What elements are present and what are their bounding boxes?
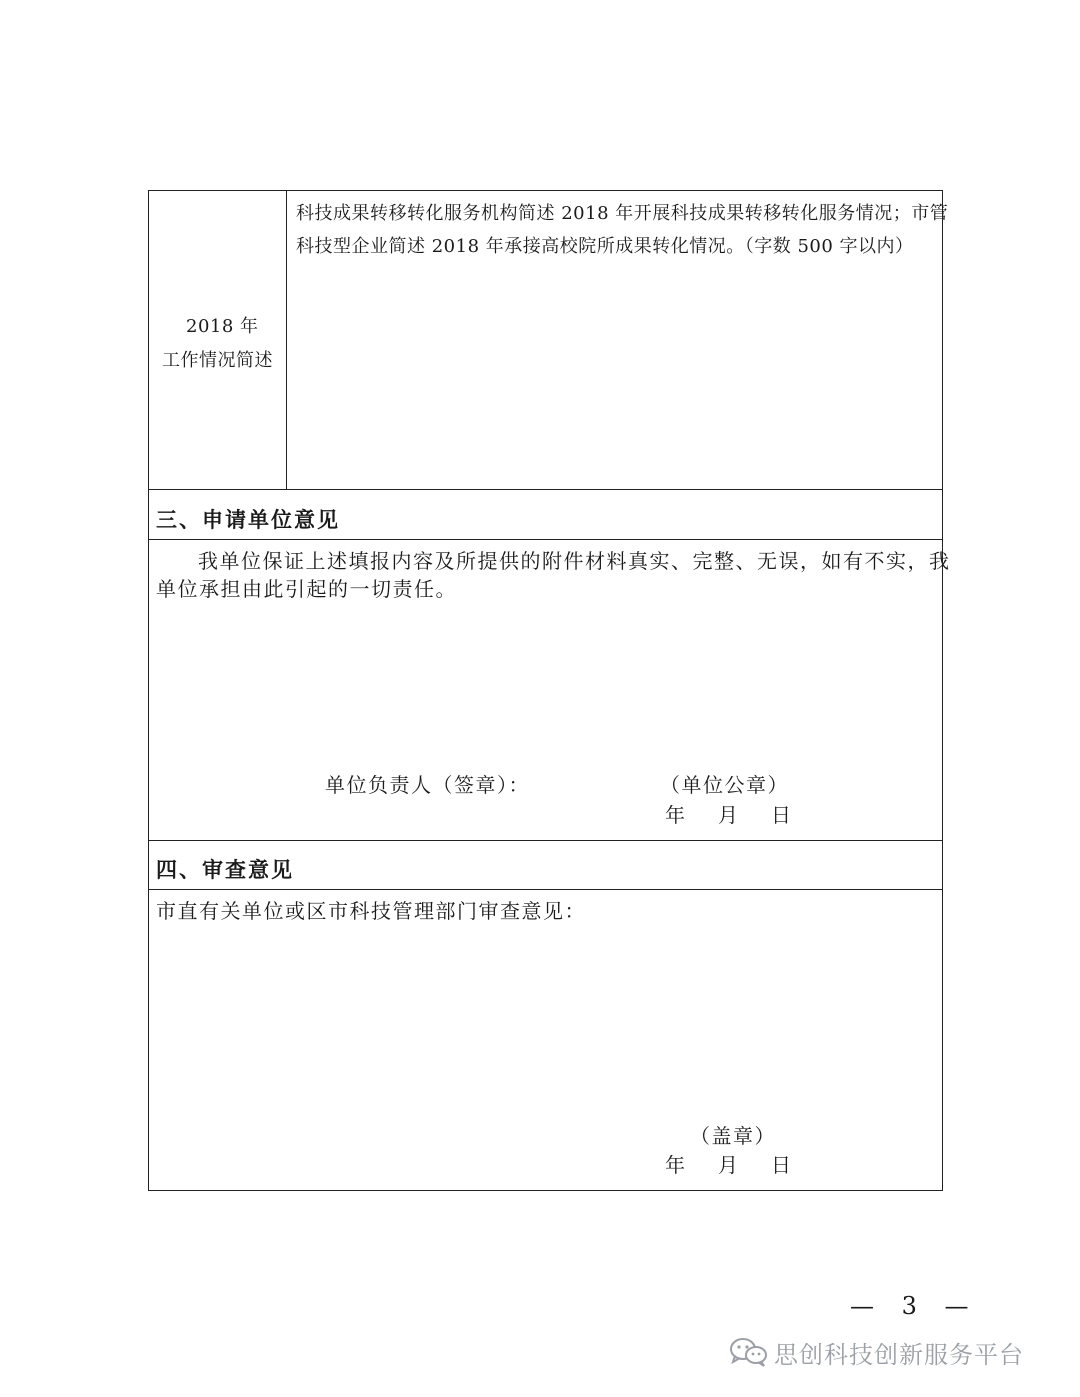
column-divider (286, 190, 287, 490)
review-input-area[interactable] (152, 925, 938, 1115)
date-year: 年 (665, 803, 687, 827)
row-divider (148, 889, 943, 890)
seal-label: （盖章） (690, 1124, 776, 1148)
work-summary-input-area[interactable] (290, 262, 938, 486)
section4-heading: 四、审查意见 (156, 858, 294, 882)
section3-heading: 三、申请单位意见 (156, 508, 340, 532)
work-summary-instruction: 科技成果转移转化服务机构简述 2018 年开展科技成果转移转化服务情况；市管 (296, 203, 949, 224)
work-summary-year-label: 2018 年 (186, 316, 259, 337)
date-month: 月 (718, 803, 740, 827)
section3-statement: 单位承担由此引起的一切责任。 (156, 577, 457, 601)
signatory-label: 单位负责人（签章）： (325, 773, 530, 797)
row-divider (148, 539, 943, 540)
date-day: 日 (771, 1153, 793, 1177)
page-number: — 3 — (850, 1292, 979, 1320)
watermark-text: 思创科技创新服务平台 (774, 1340, 1024, 1369)
row-divider (148, 840, 943, 841)
date-month: 月 (718, 1153, 740, 1177)
work-summary-title-label: 工作情况简述 (162, 350, 273, 371)
wechat-icon (728, 1336, 770, 1368)
date-year: 年 (665, 1153, 687, 1177)
review-prompt: 市直有关单位或区市科技管理部门审查意见： (156, 899, 586, 923)
row-divider (148, 489, 943, 490)
section3-statement: 我单位保证上述填报内容及所提供的附件材料真实、完整、无误，如有不实，我 (198, 549, 951, 573)
work-summary-instruction: 科技型企业简述 2018 年承接高校院所成果转化情况。（字数 500 字以内） (296, 236, 914, 257)
date-day: 日 (771, 803, 793, 827)
unit-seal-label: （单位公章） (660, 773, 789, 797)
watermark (728, 1334, 1024, 1370)
